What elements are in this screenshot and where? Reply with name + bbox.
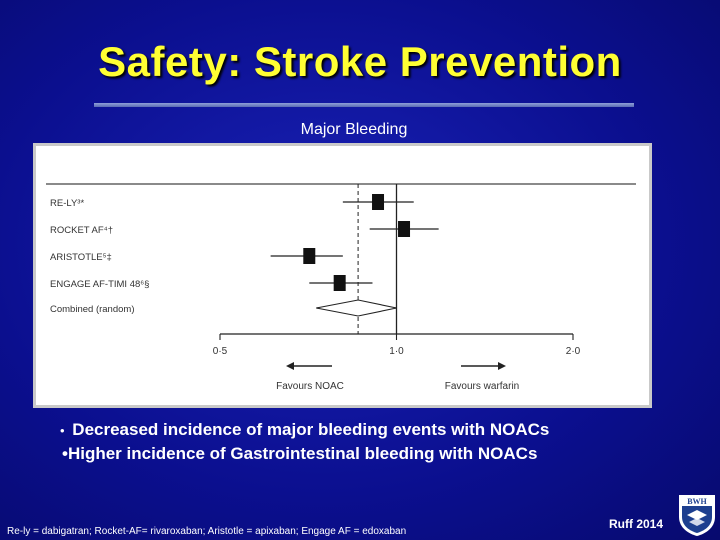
bullet-list <box>60 420 680 468</box>
bullet-item <box>60 420 680 440</box>
study-label: RE-LY³* <box>50 198 85 209</box>
chart-subtitle: Major Bleeding <box>300 121 408 138</box>
svg-text:BWH: BWH <box>687 497 707 506</box>
point-estimate <box>303 248 315 264</box>
favours-noac-label: Favours NOAC <box>276 381 344 392</box>
bullet-dot: • <box>62 444 68 463</box>
forest-plot <box>36 146 649 405</box>
x-tick-label: 1·0 <box>389 346 404 357</box>
study-label: ROCKET AF⁴† <box>50 225 114 236</box>
point-estimate <box>372 194 384 210</box>
drug-abbreviation-footnote: Re-ly = dabigatran; Rocket-AF= rivaroxaban; Aristotle = apixaban; Engage AF = edoxaban <box>7 526 407 537</box>
point-estimate <box>334 275 346 291</box>
forest-plot-frame <box>33 143 652 408</box>
point-estimate <box>398 221 410 237</box>
citation: Ruff 2014 <box>609 517 664 531</box>
study-label: Combined (random) <box>50 304 135 315</box>
right-arrow-head <box>498 362 506 370</box>
title-underline <box>94 103 634 107</box>
bullet-dot: • <box>60 423 65 438</box>
study-label: ARISTOTLE⁵‡ <box>50 252 112 263</box>
left-arrow-head <box>286 362 294 370</box>
bullet-text: Higher incidence of Gastrointestinal bleeding with NOACs <box>67 444 538 463</box>
x-tick-label: 0·5 <box>212 346 228 357</box>
pooled-diamond <box>316 300 396 316</box>
study-label: ENGAGE AF-TIMI 48⁶§ <box>50 279 150 290</box>
favours-warfarin-label: Favours warfarin <box>444 381 520 392</box>
bwh-logo <box>677 493 717 537</box>
bullet-text: Decreased incidence of major bleeding events with NOACs <box>72 420 550 439</box>
x-tick-label: 2·0 <box>565 346 581 357</box>
bullet-item <box>60 444 680 464</box>
slide-title: Safety: Stroke Prevention <box>98 38 622 85</box>
